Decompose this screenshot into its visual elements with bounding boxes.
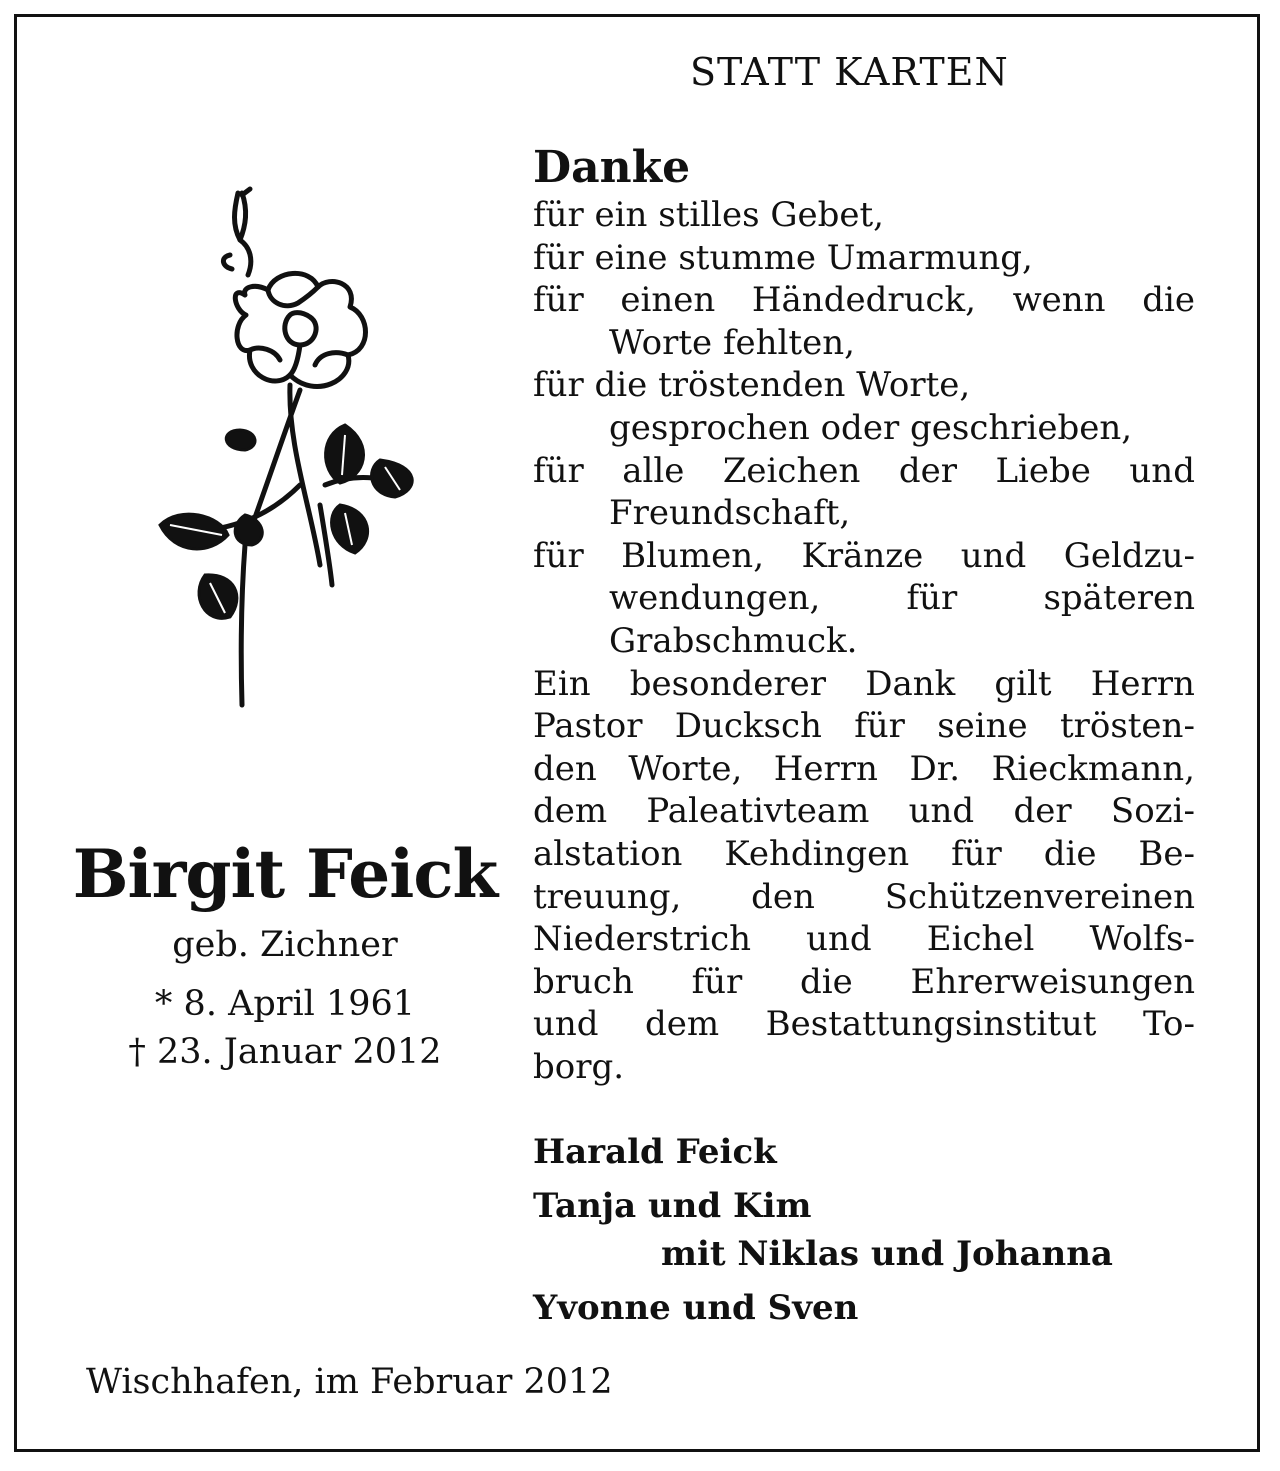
thanks-line: gesprochen oder geschrieben, (609, 407, 1133, 448)
deceased-block (60, 828, 510, 1076)
notice-header: STATT KARTEN (690, 50, 1009, 94)
thanks-line: für die tröstenden Worte, (533, 365, 971, 406)
thanks-line: Grabschmuck. (609, 620, 858, 661)
thanks-line: wendungen, für späteren (609, 578, 1195, 619)
thanks-line: treuung, den Schützenvereinen (533, 876, 1195, 917)
thanks-line: Pastor Ducksch für seine trösten- (533, 706, 1195, 747)
birth-date: * 8. April 1961 (154, 984, 416, 1024)
signers-list (533, 1128, 1233, 1332)
rose-icon (150, 185, 430, 715)
deceased-name: Birgit Feick (72, 835, 498, 913)
life-dates (60, 980, 510, 1076)
thanks-line: bruch für die Ehrerweisungen (533, 961, 1195, 1002)
place-date: Wischhafen, im Februar 2012 (86, 1362, 613, 1402)
thanks-line: für ein stilles Gebet, (533, 195, 884, 235)
thanks-line: für Blumen, Kränze und Geldzu- (533, 535, 1195, 576)
thanks-line: Niederstrich und Eichel Wolfs- (533, 919, 1195, 960)
signer-name: Yvonne und Sven (533, 1288, 859, 1328)
thanks-lines (533, 194, 1195, 1088)
maiden-name: geb. Zichner (172, 925, 398, 965)
thanks-line: Worte fehlten, (609, 322, 855, 363)
signer-name: mit Niklas und Johanna (661, 1234, 1113, 1274)
thanks-line: Ein besonderer Dank gilt Herrn (533, 663, 1195, 704)
thanks-line: borg. (533, 1046, 625, 1087)
death-date: † 23. Januar 2012 (128, 1032, 442, 1072)
thanks-line: Freundschaft, (609, 493, 851, 534)
thanks-line: für alle Zeichen der Liebe und (533, 450, 1195, 491)
thanks-title: Danke (533, 142, 691, 193)
signer-name: Tanja und Kim (533, 1186, 812, 1226)
thanks-line: für einen Händedruck, wenn die (533, 280, 1195, 321)
thanks-text (533, 142, 1195, 1088)
thanks-line: dem Paleativteam und der Sozi- (533, 791, 1195, 832)
thanks-line: alstation Kehdingen für die Be- (533, 833, 1195, 874)
signer-name: Harald Feick (533, 1132, 777, 1172)
thanks-line: den Worte, Herrn Dr. Rieckmann, (533, 748, 1195, 789)
thanks-line: und dem Bestattungsinstitut To- (533, 1004, 1195, 1045)
thanks-line: für eine stumme Umarmung, (533, 237, 1033, 278)
